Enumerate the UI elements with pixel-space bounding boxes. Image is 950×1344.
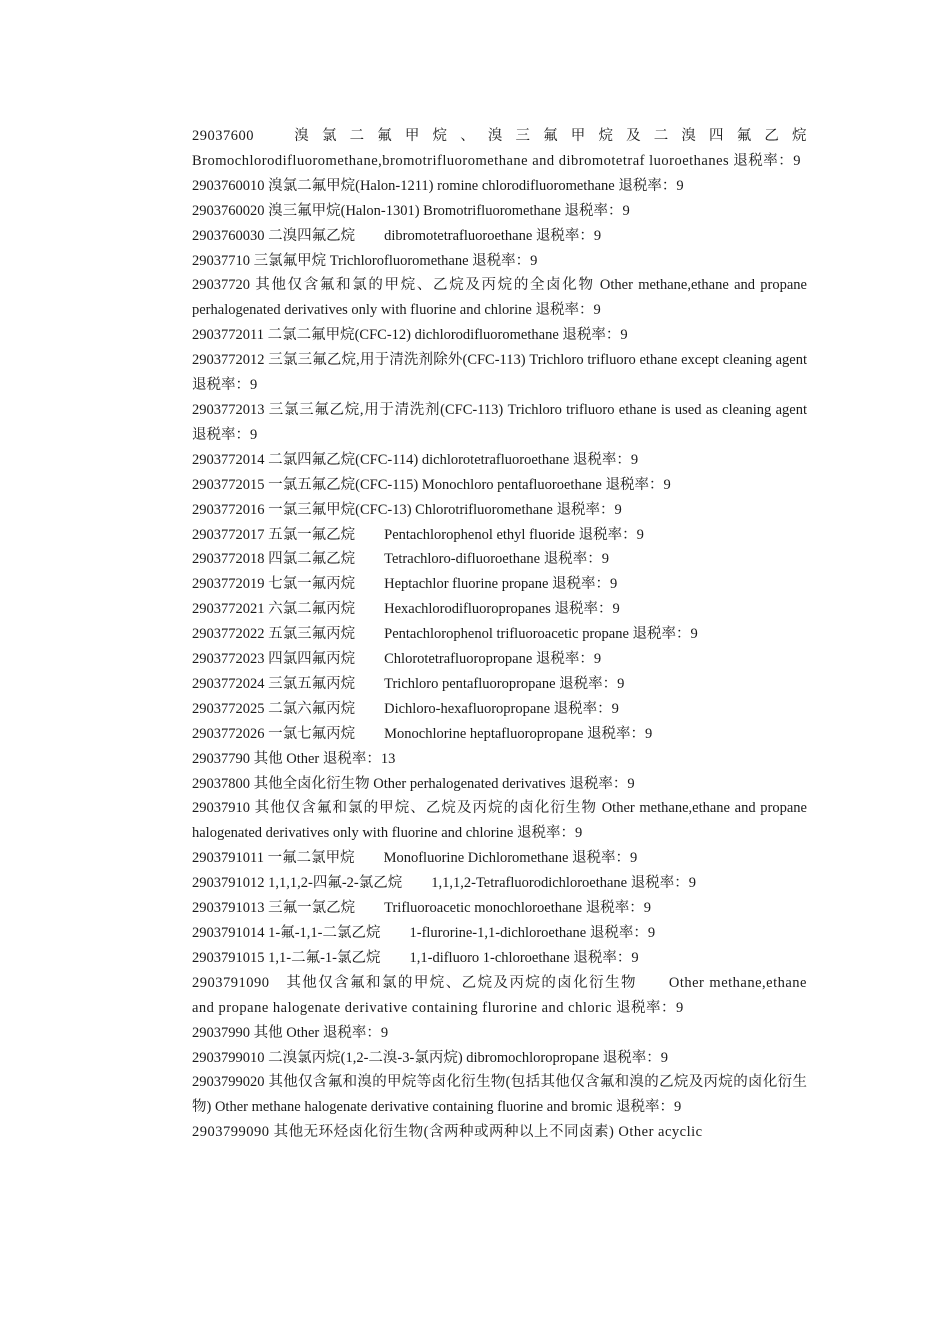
entry-29037710: 29037710 三氯氟甲烷 Trichlorofluoromethane 退税率：9: [192, 252, 538, 269]
entry-2903772025: 2903772025 二氯六氟丙烷 Dichloro-hexafluoropropane 退税率：9: [192, 700, 619, 717]
entry-2903772023: 2903772023 四氯四氟丙烷 Chlorotetrafluoropropane 退税率：9: [192, 651, 602, 668]
entry-2903772021: 2903772021 六氯二氟丙烷 Hexachlorodifluoropropanes 退税率：9: [192, 601, 620, 618]
entry-2903791015: 2903791015 1,1-二氟-1-氯乙烷 1,1-difluoro 1-chloroethane 退税率：9: [192, 949, 639, 966]
entry-29037800: 29037800 其他全卤化衍生物 Other perhalogenated derivatives 退税率：9: [192, 775, 635, 792]
entry-2903772024: 2903772024 三氯五氟丙烷 Trichloro pentafluoropropane 退税率：9: [192, 675, 625, 692]
entry-2903799020: 2903799020 其他仅含氟和溴的甲烷等卤化衍生物(包括其他仅含氟和溴的乙烷及丙烷的卤化衍生物) Other methane halogenate derivative containing fluorine and bromic 退税率：9: [192, 1074, 807, 1116]
entry-29037600: 29037600 溴氯二氟甲烷、溴三氟甲烷及二溴四氟乙烷 Bromochlorodifluoromethane,bromotrifluoromethane and dibromotetraf luoroethanes 退税率：9: [192, 128, 807, 169]
entry-2903760010: 2903760010 溴氯二氟甲烷(Halon-1211) romine chlorodifluoromethane 退税率：9: [192, 177, 684, 194]
entry-2903772011: 2903772011 二氯二氟甲烷(CFC-12) dichlorodifluoromethane 退税率：9: [192, 327, 628, 344]
entry-2903772015: 2903772015 一氯五氟乙烷(CFC-115) Monochloro pentafluoroethane 退税率：9: [192, 476, 671, 493]
entry-2903772022: 2903772022 五氯三氟丙烷 Pentachlorophenol trifluoroacetic propane 退税率：9: [192, 626, 698, 643]
entry-2903791013: 2903791013 三氟一氯乙烷 Trifluoroacetic monochloroethane 退税率：9: [192, 900, 651, 917]
entry-2903799090: 2903799090 其他无环烃卤化衍生物(含两种或两种以上不同卤素) Other acyclic: [192, 1124, 703, 1141]
entry-29037910: 29037910 其他仅含氟和氯的甲烷、乙烷及丙烷的卤化衍生物 Other methane,ethane and propane halogenated derivatives only with fluorine and chlorine 退税率：9: [192, 800, 807, 842]
entry-2903772017: 2903772017 五氯一氟乙烷 Pentachlorophenol ethyl fluoride 退税率：9: [192, 526, 644, 543]
entry-2903799010: 2903799010 二溴氯丙烷(1,2-二溴-3-氯丙烷) dibromochloropropane 退税率：9: [192, 1049, 669, 1066]
entry-29037720: 29037720 其他仅含氟和氯的甲烷、乙烷及丙烷的全卤化物 Other methane,ethane and propane perhalogenated derivatives only with fluorine and chlorine 退税率：9: [192, 277, 807, 319]
entry-2903772013: 2903772013 三氯三氟乙烷,用于清洗剂(CFC-113) Trichloro trifluoro ethane is used as cleaning agent 退税率：9: [192, 401, 807, 443]
entry-29037790: 29037790 其他 Other 退税率：13: [192, 750, 396, 767]
entry-2903791090: 2903791090 其他仅含氟和氯的甲烷、乙烷及丙烷的卤化衍生物 Other methane,ethane and propane halogenate derivative containing flurorine and chloric 退税率：9: [192, 974, 807, 1016]
entry-2903791011: 2903791011 一氟二氯甲烷 Monofluorine Dichloromethane 退税率：9: [192, 850, 638, 867]
document-body: [192, 124, 807, 1145]
entry-29037990: 29037990 其他 Other 退税率：9: [192, 1024, 389, 1041]
entry-2903772014: 2903772014 二氯四氟乙烷(CFC-114) dichlorotetrafluoroethane 退税率：9: [192, 451, 639, 468]
entry-2903772012: 2903772012 三氯三氟乙烷,用于清洗剂除外(CFC-113) Trichloro trifluoro ethane except cleaning agent 退税率：9: [192, 352, 807, 394]
entry-2903772026: 2903772026 一氯七氟丙烷 Monochlorine heptafluoropropane 退税率：9: [192, 725, 653, 742]
entry-2903760030: 2903760030 二溴四氟乙烷 dibromotetrafluoroethane 退税率：9: [192, 227, 602, 244]
entry-2903772018: 2903772018 四氯二氟乙烷 Tetrachloro-difluoroethane 退税率：9: [192, 551, 609, 568]
entry-2903791012: 2903791012 1,1,1,2-四氟-2-氯乙烷 1,1,1,2-Tetrafluorodichloroethane 退税率：9: [192, 875, 696, 892]
entry-2903772016: 2903772016 一氯三氟甲烷(CFC-13) Chlorotrifluoromethane 退税率：9: [192, 501, 622, 518]
entry-2903791014: 2903791014 1-氟-1,1-二氯乙烷 1-flurorine-1,1-dichloroethane 退税率：9: [192, 925, 656, 941]
entry-2903760020: 2903760020 溴三氟甲烷(Halon-1301) Bromotrifluoromethane 退税率：9: [192, 202, 630, 219]
entry-2903772019: 2903772019 七氯一氟丙烷 Heptachlor fluorine propane 退税率：9: [192, 576, 618, 593]
